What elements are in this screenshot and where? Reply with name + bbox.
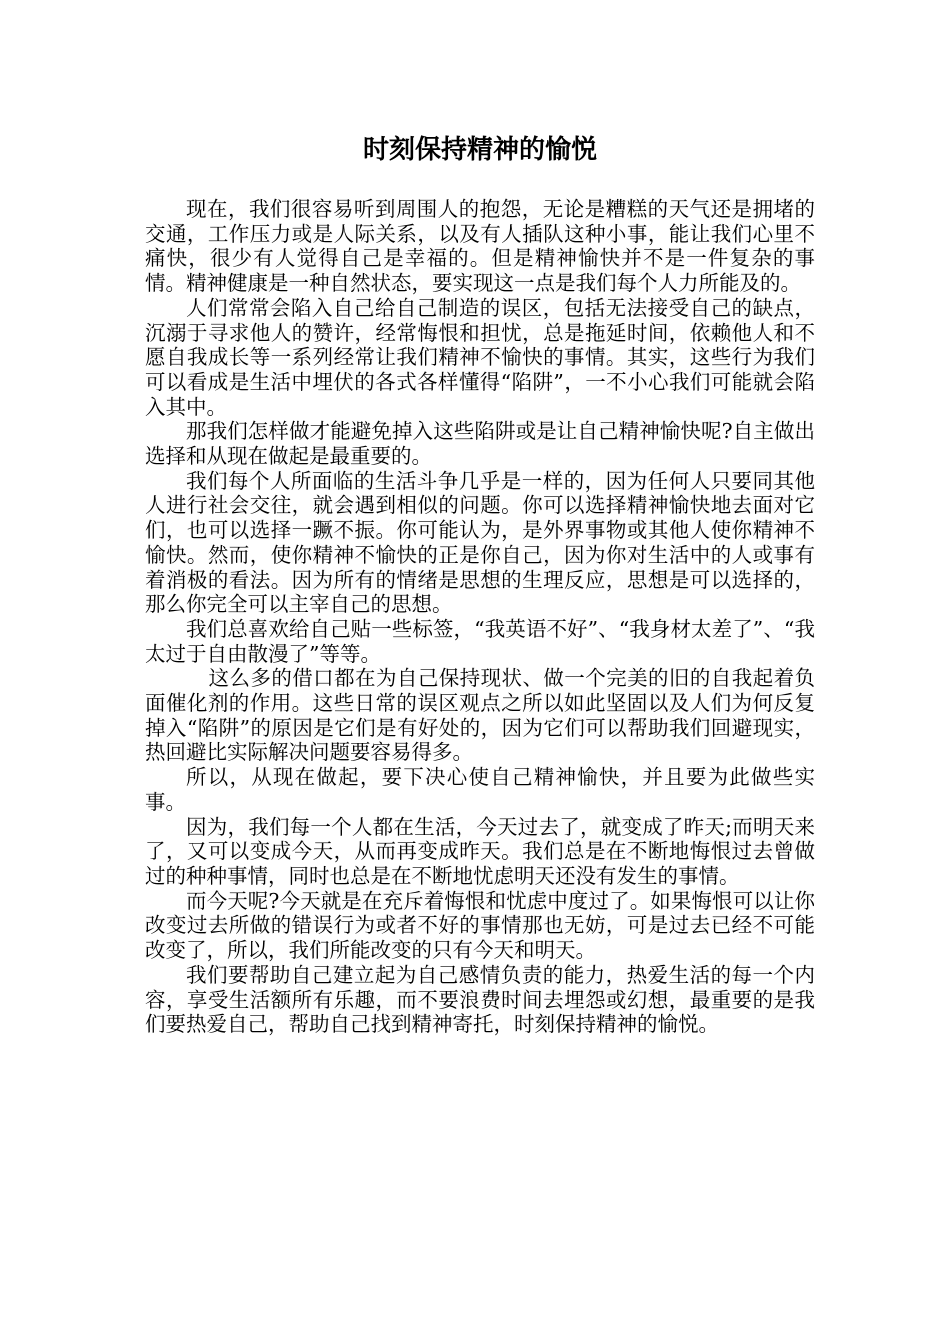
paragraph-6: 这么多的借口都在为自己保持现状、做一个完美的旧的自我起着负面催化剂的作用。这些日常的误区观点之所以如此坚固以及人们为何反复掉入“陷阱”的原因是它们是有好处的，因为它们可以帮助我们回避现实，热回避比实际解决问题要容易得多。 [145, 666, 815, 765]
paragraph-1: 现在，我们很容易听到周围人的抱怨，无论是糟糕的天气还是拥堵的交通，工作压力或是人际关系，以及有人插队这种小事，能让我们心里不痛快，很少有人觉得自己是幸福的。但是精神愉快并不是一件复杂的事情。精神健康是一种自然状态，要实现这一点是我们每个人力所能及的。 [145, 197, 815, 296]
paragraph-5: 我们总喜欢给自己贴一些标签，“我英语不好”、“我身材太差了”、“我太过于自由散漫了”等等。 [145, 616, 815, 666]
document-title: 时刻保持精神的愉悦 [362, 135, 597, 165]
paragraph-8: 因为，我们每一个人都在生活，今天过去了，就变成了昨天;而明天来了，又可以变成今天，从而再变成昨天。我们总是在不断地悔恨过去曾做过的种种事情，同时也总是在不断地忧虑明天还没有发生的事情。 [145, 814, 815, 888]
paragraph-2: 人们常常会陷入自己给自己制造的误区，包括无法接受自己的缺点，沉溺于寻求他人的赞许，经常悔恨和担忧，总是拖延时间，依赖他人和不愿自我成长等一系列经常让我们精神不愉快的事情。其实，这些行为我们可以看成是生活中埋伏的各式各样懂得“陷阱”，一不小心我们可能就会陷入其中。 [145, 295, 815, 419]
paragraph-7: 所以，从现在做起，要下决心使自己精神愉快，并且要为此做些实事。 [145, 765, 815, 814]
paragraph-10: 我们要帮助自己建立起为自己感情负责的能力，热爱生活的每一个内容，享受生活额所有乐趣，而不要浪费时间去埋怨或幻想，最重要的是我们要热爱自己，帮助自己找到精神寄托，时刻保持精神的愉悦。 [145, 962, 815, 1037]
paragraph-3: 那我们怎样做才能避免掉入这些陷阱或是让自己精神愉快呢?自主做出选择和从现在做起是最重要的。 [145, 419, 815, 469]
document-body [145, 197, 815, 1037]
paragraph-4: 我们每个人所面临的生活斗争几乎是一样的，因为任何人只要同其他人进行社会交往，就会遇到相似的问题。你可以选择精神愉快地去面对它们，也可以选择一蹶不振。你可能认为，是外界事物或其他人使你精神不愉快。然而，使你精神不愉快的正是你自己，因为你对生活中的人或事有着消极的看法。因为所有的情绪是思想的生理反应，思想是可以选择的，那么你完全可以主宰自己的思想。 [145, 468, 815, 617]
paragraph-9: 而今天呢?今天就是在充斥着悔恨和忧虑中度过了。如果悔恨可以让你改变过去所做的错误行为或者不好的事情那也无妨，可是过去已经不可能改变了，所以，我们所能改变的只有今天和明天。 [145, 888, 815, 963]
